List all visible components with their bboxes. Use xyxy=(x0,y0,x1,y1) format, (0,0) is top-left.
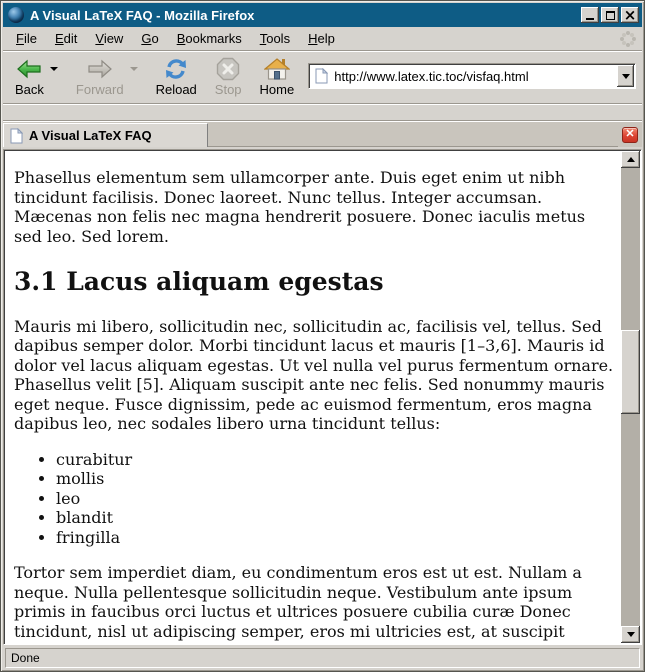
paragraph: Phasellus elementum sem ullamcorper ante. Duis eget enim ut nibh tincidunt facilisis. Donec laoreet. Nunc tellus. Integer accumsan. Mæcenas non felis nec magna hendrerit posuere. Donec iaculis metus sed leo. Sed lorem. xyxy=(14,168,586,246)
stop-icon xyxy=(216,56,240,82)
maximize-icon xyxy=(606,11,615,20)
home-icon xyxy=(264,56,290,82)
firefox-globe-icon xyxy=(8,7,24,23)
scrollbar-track[interactable] xyxy=(621,168,640,626)
forward-arrow-icon xyxy=(87,56,113,82)
forward-dropdown-arrow[interactable] xyxy=(130,67,138,71)
home-button[interactable] xyxy=(256,55,299,98)
chevron-down-icon xyxy=(622,74,630,79)
stop-label: Stop xyxy=(214,81,242,97)
url-bar[interactable] xyxy=(308,63,636,89)
section-heading: 3.1 Lacus aliquam egestas xyxy=(14,267,384,297)
menu-bar xyxy=(3,27,642,51)
bookmarks-toolbar xyxy=(3,104,642,121)
list-item: • leo xyxy=(56,489,614,509)
menu-item-go[interactable]: Go xyxy=(141,31,159,46)
menu-item-help[interactable]: Help xyxy=(308,31,335,46)
title-bar[interactable] xyxy=(3,3,642,27)
reload-icon xyxy=(164,56,188,82)
tab-title: A Visual LaTeX FAQ xyxy=(29,128,152,143)
menu-item-bookmarks[interactable]: Bookmarks xyxy=(176,31,242,46)
close-button[interactable] xyxy=(621,7,639,23)
page-icon xyxy=(315,68,328,84)
window-controls xyxy=(581,7,639,23)
bullet-list xyxy=(14,450,614,548)
tab-strip-filler xyxy=(208,123,618,147)
scroll-up-button[interactable] xyxy=(621,151,640,168)
reload-button[interactable] xyxy=(152,55,201,98)
reload-label: Reload xyxy=(155,81,197,97)
menu-item-tools[interactable]: Tools xyxy=(259,31,291,46)
scroll-down-button[interactable] xyxy=(621,626,640,643)
page-content-area xyxy=(3,149,642,645)
close-tab-button[interactable]: ✕ xyxy=(622,127,638,143)
back-button[interactable] xyxy=(11,55,48,98)
forward-label: Forward xyxy=(75,81,124,97)
maximize-button[interactable] xyxy=(601,7,619,23)
list-item: • blandit xyxy=(56,508,614,528)
paragraph: Mauris mi libero, sollicitudin nec, sollicitudin ac, facilisis vel, tellus. Sed dapibus semper dolor. Morbi tincidunt lacus et mauris [1–3,6]. Mauris id dolor vel lacus aliquam egestas. Ut vel nulla vel purus fermentum ornare. Phasellus velit [5]. Aliquam suscipit ante nec felis. Sed nonummy mauris eget neque. Fusce dignissim, pede ac euismod fermentum, eros magna dapibus leo, nec sodales libero urna tincidunt tellus: xyxy=(14,316,614,434)
back-arrow-icon xyxy=(16,56,42,82)
back-dropdown-arrow[interactable] xyxy=(50,67,58,71)
menu-item-view[interactable]: View xyxy=(95,31,124,46)
throbber-icon xyxy=(620,31,636,47)
url-dropdown-button[interactable] xyxy=(617,65,634,87)
forward-button[interactable] xyxy=(72,55,128,98)
document-body xyxy=(6,151,620,643)
list-item: • fringilla xyxy=(56,528,614,548)
vertical-scrollbar[interactable] xyxy=(621,151,640,643)
menu-item-file[interactable]: File xyxy=(16,31,37,46)
navigation-toolbar xyxy=(3,51,642,104)
minimize-button[interactable] xyxy=(581,7,599,23)
back-label: Back xyxy=(15,81,44,97)
window-title: A Visual LaTeX FAQ - Mozilla Firefox xyxy=(30,7,255,23)
scrollbar-thumb[interactable] xyxy=(621,330,640,414)
status-bar xyxy=(3,645,642,669)
list-item: • mollis xyxy=(56,469,614,489)
status-text: Done xyxy=(5,648,640,668)
tab-page-icon xyxy=(10,128,23,144)
tab-bar xyxy=(3,121,642,149)
menu-item-edit[interactable]: Edit xyxy=(54,31,78,46)
close-icon: × xyxy=(623,5,637,24)
url-input[interactable]: http://www.latex.tic.toc/visfaq.html xyxy=(334,68,529,84)
minimize-icon xyxy=(586,18,594,20)
paragraph: Tortor sem imperdiet diam, eu condimentum eros est ut est. Nullam a neque. Nulla pellentesque sollicitudin neque. Vestibulum ante ipsum primis in faucibus orci luctus et ultrices posuere cubilia curæ Donec tincidunt, nisl ut adipiscing semper, eros mi ultricies est, at suscipit xyxy=(14,563,582,641)
triangle-down-icon xyxy=(627,632,635,637)
stop-button[interactable] xyxy=(211,55,246,98)
tab-visual-latex-faq[interactable] xyxy=(3,123,208,147)
triangle-up-icon xyxy=(627,157,635,162)
list-item: • curabitur xyxy=(56,450,614,470)
home-label: Home xyxy=(259,81,295,97)
